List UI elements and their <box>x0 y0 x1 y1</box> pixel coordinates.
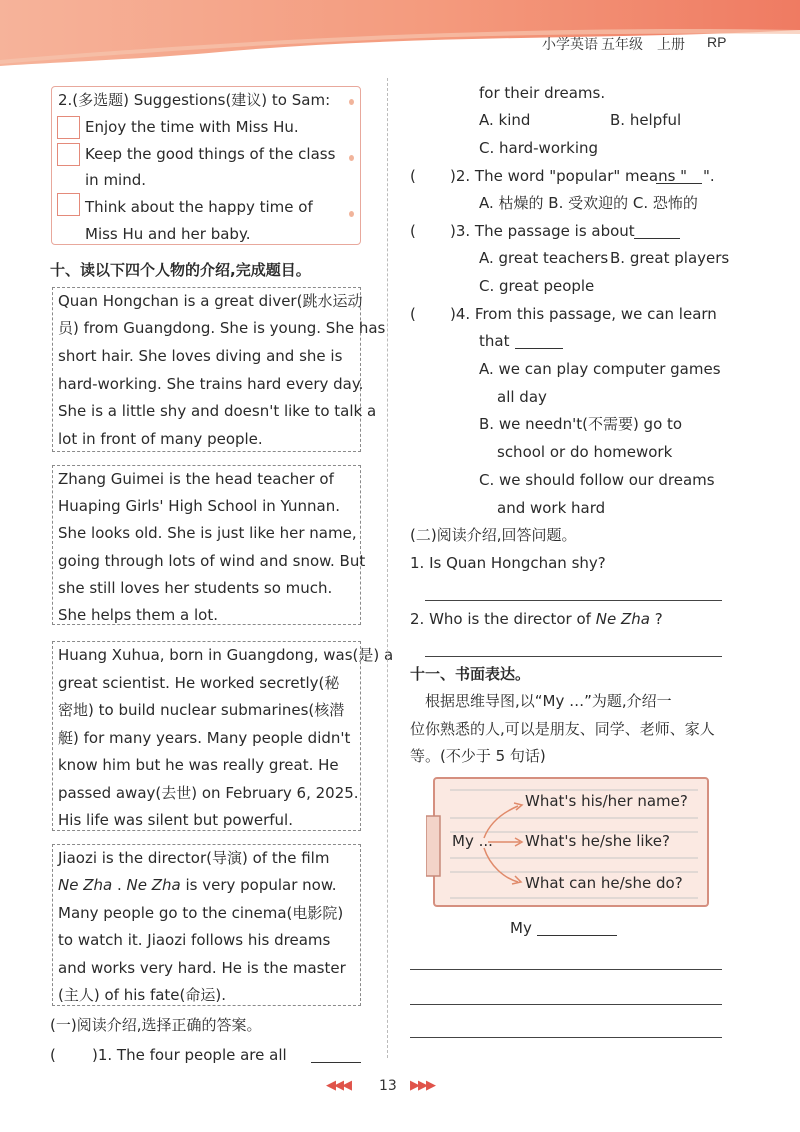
question-2-close: ". <box>703 167 715 185</box>
essay-line[interactable] <box>410 969 722 970</box>
question-4-option-b-cont: school or do homework <box>497 443 673 461</box>
question-4-text: )4. From this passage, we can learn <box>450 305 717 323</box>
column-divider <box>387 78 388 1058</box>
passage-line: hard-working. She trains hard every day. <box>58 375 364 393</box>
passage-line: going through lots of wind and snow. But <box>58 552 366 570</box>
header-subject: 小学英语 <box>542 36 598 52</box>
mind-map-item: What's his/her name? <box>525 792 688 810</box>
prev-arrows-icon: ◀◀◀ <box>326 1078 350 1093</box>
question-4-option-c: C. we should follow our dreams <box>479 471 715 489</box>
question-3-option-a: A. great teachers <box>479 249 609 267</box>
part-2-question-2: 2. Who is the director of Ne Zha ? <box>410 610 663 628</box>
part-1-title: (一)阅读介绍,选择正确的答案。 <box>50 1016 262 1034</box>
option-text: Think about the happy time of <box>85 198 313 216</box>
instruction-line: 位你熟悉的人,可以是朋友、同学、老师、家人 <box>410 720 715 738</box>
answer-line[interactable] <box>425 600 722 601</box>
header-grade: 五年级 <box>601 36 643 52</box>
question-1-continuation: for their dreams. <box>479 84 606 102</box>
header-edition: RP <box>707 34 727 50</box>
passage-line: passed away(去世) on February 6, 2025. <box>58 784 359 802</box>
question-3-option-c: C. great people <box>479 277 595 295</box>
question-3-text: )3. The passage is about <box>450 222 635 240</box>
option-checkbox[interactable] <box>57 143 80 166</box>
essay-line[interactable] <box>410 1004 722 1005</box>
question-4-option-a: A. we can play computer games <box>479 360 721 378</box>
answer-paren: ( <box>50 1046 56 1064</box>
passage-line: 密地) to build nuclear submarines(核潜 <box>58 701 345 719</box>
option-text: in mind. <box>85 171 147 189</box>
section-10-title: 十、读以下四个人物的介绍,完成题目。 <box>50 261 311 279</box>
passage-line: to watch it. Jiaozi follows his dreams <box>58 931 331 949</box>
essay-title: My <box>510 919 532 937</box>
passage-line: she still loves her students so much. <box>58 579 333 597</box>
next-arrows-icon: ▶▶▶ <box>410 1078 434 1093</box>
question-4-option-a-cont: all day <box>497 388 547 406</box>
passage-line: Huang Xuhua, born in Guangdong, was(是) a <box>58 646 394 664</box>
option-text: Miss Hu and her baby. <box>85 225 251 243</box>
passage-line: 艇) for many years. Many people didn't <box>58 729 351 747</box>
part-2-question-1: 1. Is Quan Hongchan shy? <box>410 554 606 572</box>
question-1-option-c: C. hard-working <box>479 139 599 157</box>
answer-paren: ( <box>410 222 416 240</box>
passage-line: Jiaozi is the director(导演) of the film <box>58 849 330 867</box>
passage-line: Huaping Girls' High School in Yunnan. <box>58 497 340 515</box>
decor-dot <box>349 99 354 105</box>
question-1-blank[interactable] <box>311 1062 361 1063</box>
answer-line[interactable] <box>425 656 722 657</box>
answer-paren: ( <box>410 305 416 323</box>
passage-line: His life was silent but powerful. <box>58 811 293 829</box>
option-text: Keep the good things of the class <box>85 145 336 163</box>
passage-line: and works very hard. He is the master <box>58 959 346 977</box>
decor-dot <box>349 155 354 161</box>
passage-zhang-guimei <box>52 465 366 625</box>
mind-map-item: What can he/she do? <box>525 874 683 892</box>
passage-line: great scientist. He worked secretly(秘 <box>58 674 340 692</box>
multi-select-stem: 2.(多选题) Suggestions(建议) to Sam: <box>58 91 331 109</box>
instruction-line: 根据思维导图,以“My …”为题,介绍一 <box>425 692 672 710</box>
question-2-text: )2. The word "popular" means " <box>450 167 688 185</box>
question-1-option-a: A. kind <box>479 111 531 129</box>
part-2-title: (二)阅读介绍,回答问题。 <box>410 526 577 544</box>
passage-line: She looks old. She is just like her name, <box>58 524 357 542</box>
mind-map <box>426 776 712 910</box>
question-4-continuation: that <box>479 332 510 350</box>
decor-dot <box>349 211 354 217</box>
section-11-title: 十一、书面表达。 <box>410 665 531 683</box>
question-1-option-b: B. helpful <box>610 111 682 129</box>
option-text: Enjoy the time with Miss Hu. <box>85 118 299 136</box>
option-checkbox[interactable] <box>57 193 80 216</box>
question-4-option-b: B. we needn't(不需要) go to <box>479 415 683 433</box>
passage-line: 员) from Guangdong. She is young. She has <box>58 319 386 337</box>
question-3-option-b: B. great players <box>610 249 730 267</box>
passage-line: Quan Hongchan is a great diver(跳水运动 <box>58 292 363 310</box>
passage-line: She is a little shy and doesn't like to talk a <box>58 402 377 420</box>
question-1-text: )1. The four people are all <box>92 1046 287 1064</box>
passage-line: Ne Zha . Ne Zha is very popular now. <box>58 876 337 894</box>
answer-paren: ( <box>410 167 416 185</box>
passage-line: She helps them a lot. <box>58 606 218 624</box>
question-2-blank[interactable] <box>656 183 702 184</box>
passage-line: short hair. She loves diving and she is <box>58 347 343 365</box>
passage-jiaozi <box>52 844 361 1006</box>
passage-line: Zhang Guimei is the head teacher of <box>58 470 334 488</box>
mind-map-center: My ... <box>452 832 493 850</box>
question-3-blank[interactable] <box>634 238 680 239</box>
passage-huang-xuhua <box>52 641 394 831</box>
page-number: 13 <box>379 1078 397 1094</box>
essay-title-blank[interactable] <box>537 935 617 936</box>
essay-line[interactable] <box>410 1037 722 1038</box>
passage-quan-hongchan <box>52 287 386 452</box>
option-checkbox[interactable] <box>57 116 80 139</box>
mind-map-item: What's he/she like? <box>525 832 670 850</box>
passage-line: (主人) of his fate(命运). <box>58 986 227 1004</box>
passage-line: Many people go to the cinema(电影院) <box>58 904 344 922</box>
passage-line: know him but he was really great. He <box>58 756 339 774</box>
multi-select-question-box <box>51 86 361 245</box>
instruction-line: 等。(不少于 5 句话) <box>410 747 546 765</box>
question-2-options: A. 枯燥的 B. 受欢迎的 C. 恐怖的 <box>479 194 698 212</box>
header-volume: 上册 <box>657 36 685 52</box>
question-4-blank[interactable] <box>515 348 563 349</box>
passage-line: lot in front of many people. <box>58 430 263 448</box>
question-4-option-c-cont: and work hard <box>497 499 606 517</box>
